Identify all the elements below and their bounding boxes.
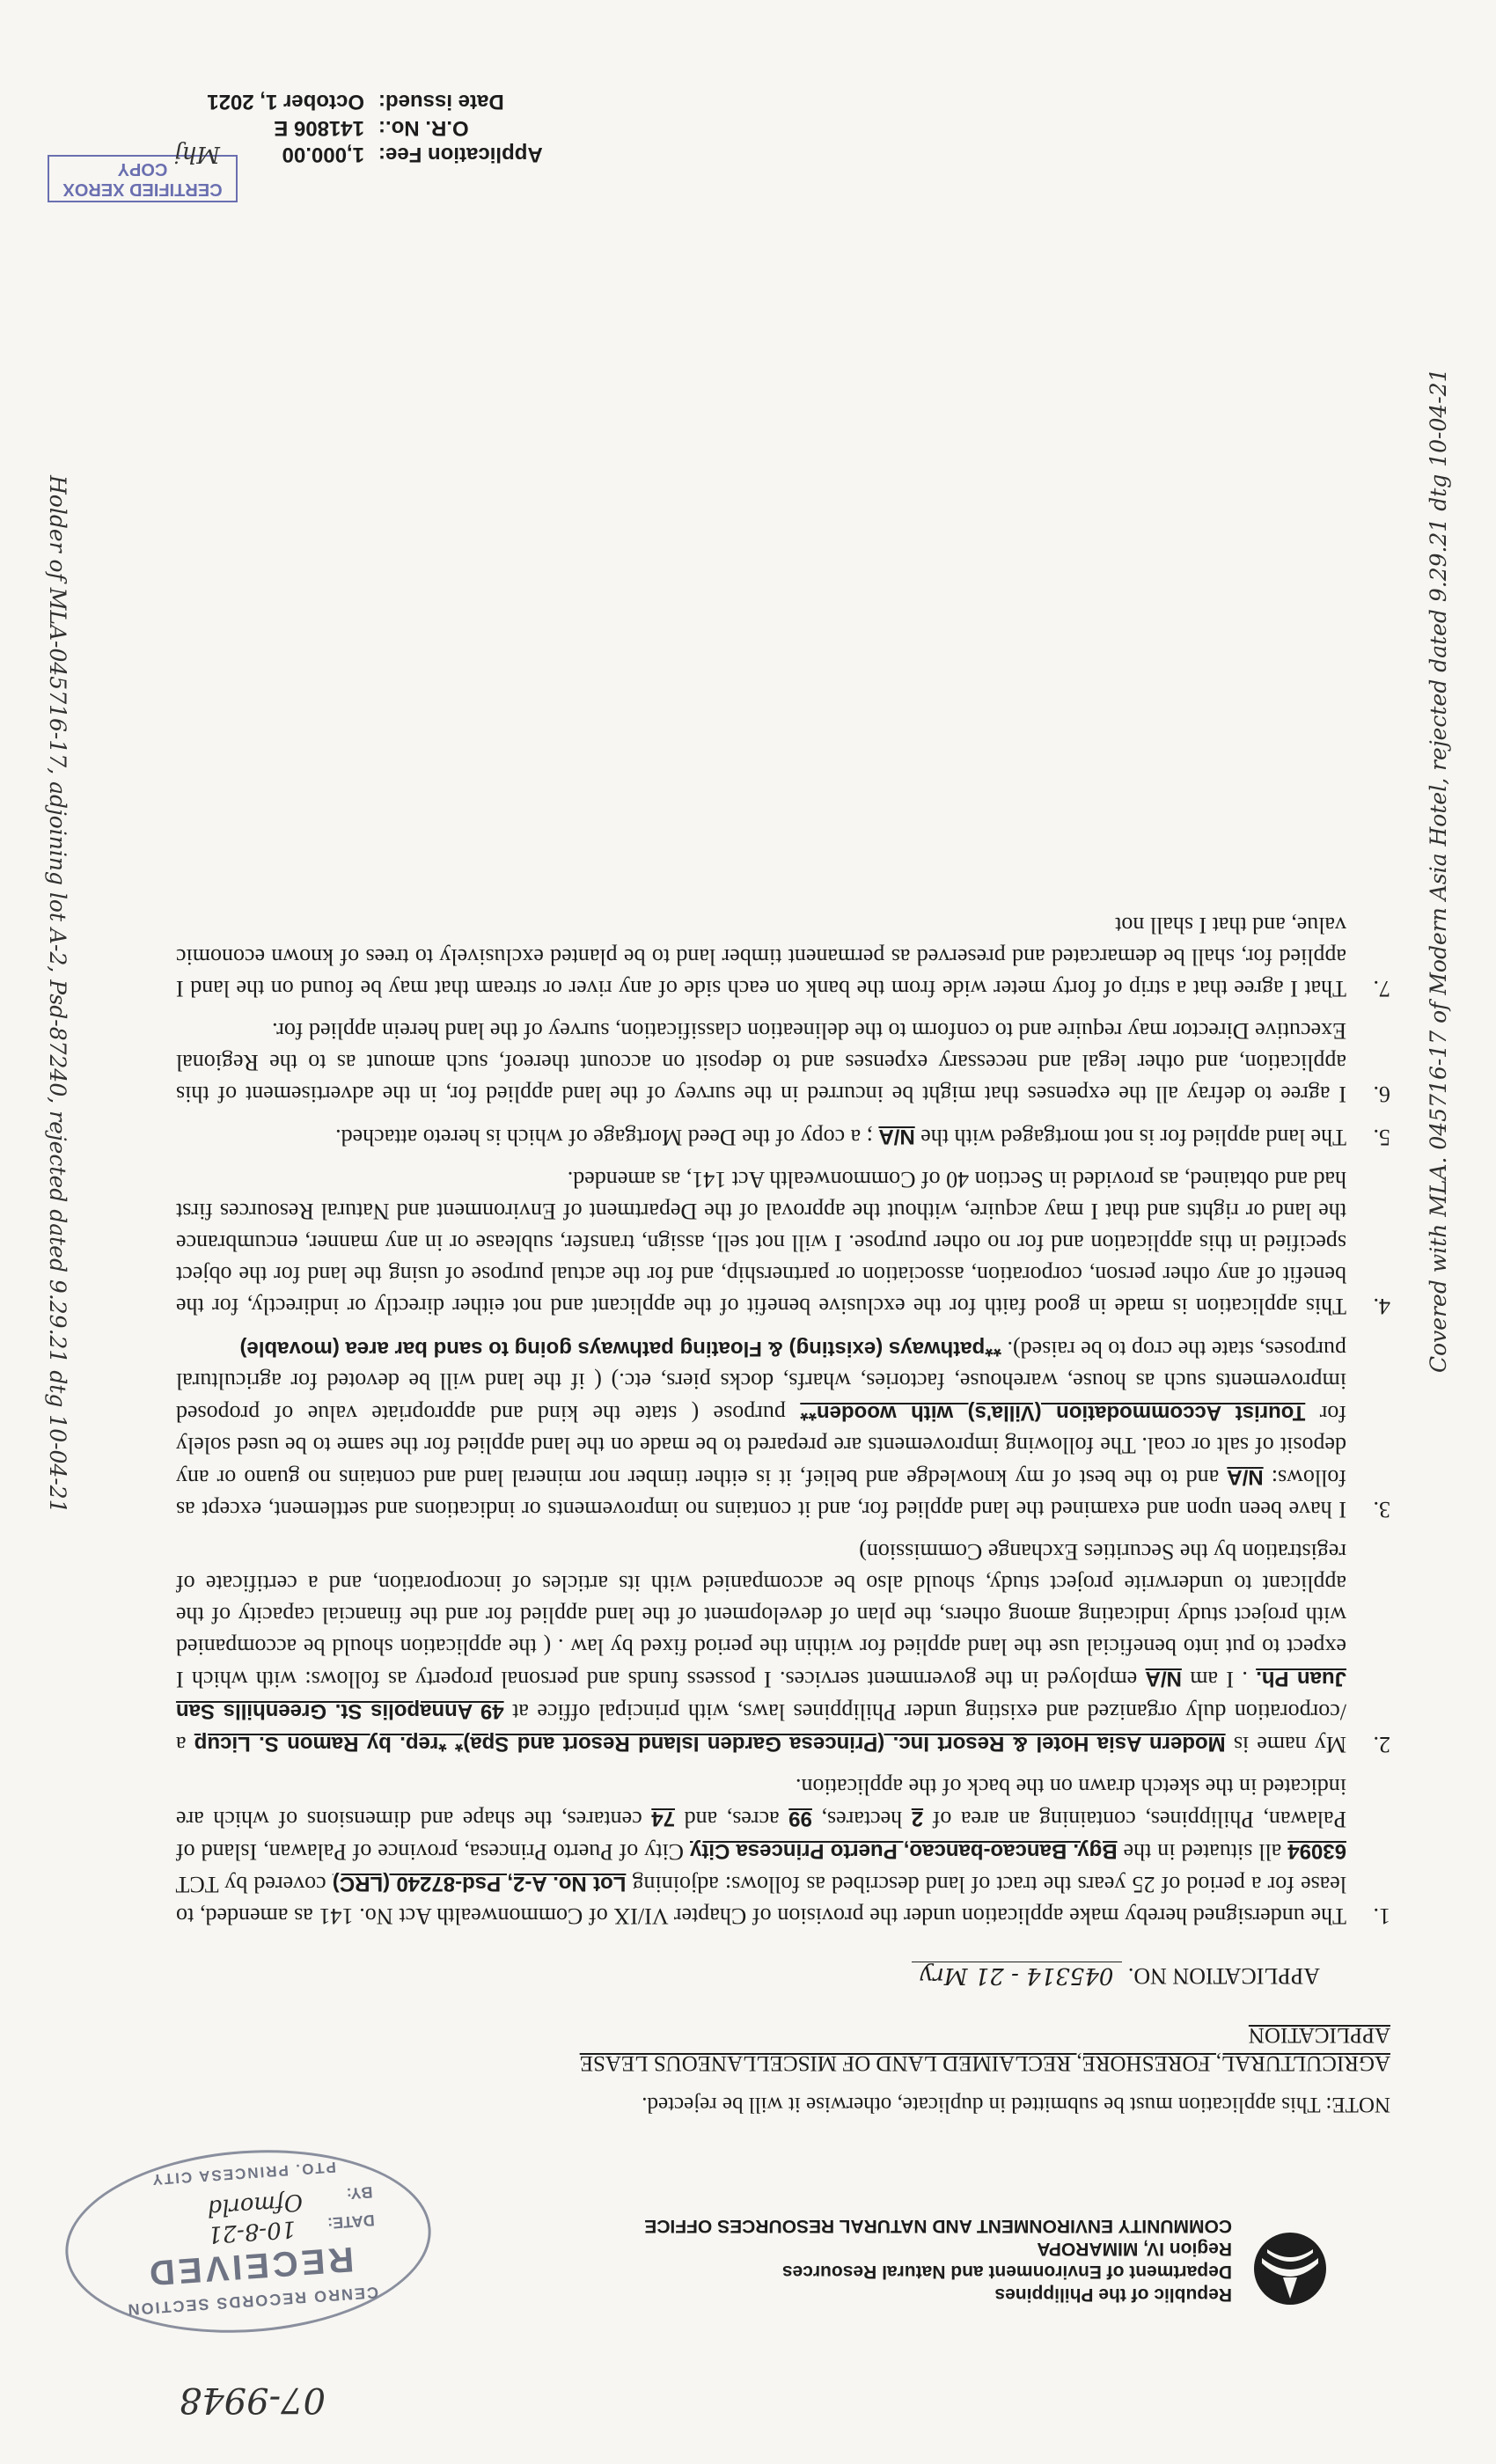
- handwritten-margin-note: Holder of MLA-045716-17, adjoining lot A-2, Psd-87240, rejected dated 9.29.21 dtg 10-04-21: [45, 475, 70, 1514]
- corner-handwritten-number: 07-9948: [179, 2380, 326, 2420]
- paragraph-5: [176, 1120, 1390, 1153]
- paragraph-number: 5.: [1373, 1125, 1390, 1150]
- header-republic: Republic of the Philippines: [994, 2284, 1232, 2305]
- para1-text: City of Puerto Princesa, province of Palawan, Island of Palawan, Philippines, containing an area of: [175, 1807, 1346, 1865]
- para3-text: purpose ( state the kind and appropriate value of proposed improvements such as house, warehouse, factories, wharfs, docks piers, etc.) ( if the land will be devoted for agricultural purposes, state the crop to be raised).: [175, 1337, 1346, 1426]
- paragraph-number: 6.: [1373, 1082, 1390, 1107]
- para4-text: This application is made in good faith for the exclusive benefit of the applicant and not either directly or indirectly, for the benefit of any other person, corporation, association or partnership, and for the actual purpose of using the land for the object specified in this application and for no other purpose. I will not sell, assign, transfer, sublease or in any manner, encumbrance the land or rights and that I may acquire, without the approval of the Department of Environment and Natural Resources first had and obtained, as provided in Section 40 of Commonwealth Act 141, as amended.: [176, 1167, 1346, 1319]
- certified-initial-signature: Mhj: [174, 141, 220, 167]
- header-department: Department of Environment and Natural Resources: [781, 2262, 1232, 2282]
- principal-office-field: 49 Annapolis St. Greenhills San Juan Ph.: [175, 1667, 1346, 1723]
- para2-text: . I am: [1190, 1667, 1248, 1692]
- paragraph-7: [176, 909, 1390, 1004]
- fee-label: Application Fee:: [378, 143, 543, 166]
- para2-text: a: [175, 1732, 187, 1757]
- paragraph-number: 2.: [1373, 1732, 1390, 1757]
- acres-field: 99: [788, 1807, 812, 1830]
- para6-text: I agree to defray all the expenses that might be incurred in the survey of the land applied for, in the advertisement of this application, and other legal and necessary expenses and to deposit on account thereof, such amount as to the Regional Executive Director may require and to conform to the delineation classification, survey of the land herein applied for.: [176, 1018, 1346, 1107]
- paragraph-6: [176, 1015, 1390, 1110]
- certified-xerox-stamp: CERTIFIED XEROX COPY: [48, 155, 238, 202]
- para1-text: centares, the shape and dimensions of which are indicated in the sketch drawn on the back of the application.: [175, 1774, 1346, 1832]
- hectares-field: 2: [911, 1807, 924, 1830]
- applicant-name-field: Modern Asia Hotel & Resort Inc. (Princesa Garden Island Resort and Spa)* *rep. by Ramon S. Licup: [194, 1732, 1226, 1756]
- application-body: [176, 898, 1390, 1932]
- tct-number-field: 63094: [1287, 1839, 1346, 1863]
- para2-text: . ( the application should be accompanied with project study indicating among others, the plan of development of the land applied for and the financial capacity of the applicant to underwrite project study, should also be accompanied with its articles of incorporation, and a certificate of registration by the Securities Exchange Commission): [175, 1539, 1346, 1660]
- received-stamp: [59, 2138, 436, 2345]
- para2-text: My name is: [1233, 1732, 1346, 1757]
- stamp-by-label: BY:: [346, 2183, 374, 2204]
- stamp-bottom-text: PTO. PRINCESA CITY: [150, 2158, 337, 2189]
- stamp-date-label: DATE:: [326, 2211, 376, 2233]
- header-region: Region IV, MIMAROPA: [1037, 2239, 1232, 2259]
- date-issued-label: Date issued:: [378, 90, 504, 114]
- para7-text: That I agree that a strip of forty meter wide from the bank on each side of any river or stream that may be found on the land I applied for, shall be demarcated and preserved as permanent timber land to be planted exclusively to trees of known economic value, and that I shall not: [176, 913, 1346, 1001]
- para3-text: I have been upon and examined the land applied for, and it contains no improvements or indications and settlement, except as follows:: [176, 1465, 1346, 1522]
- date-issued-value: October 1, 2021: [207, 90, 364, 114]
- barangay-field: Bgy. Bancao-bancao, Puerto Princesa City: [690, 1839, 1118, 1863]
- letterhead: [644, 2214, 1232, 2306]
- denr-logo-icon: [1251, 2230, 1329, 2307]
- stamp-top-text: CENRO RECORDS SECTION: [125, 2283, 379, 2319]
- paragraph-2: [176, 1536, 1390, 1760]
- centares-field: 74: [651, 1807, 675, 1830]
- para1-text: covered by TCT: [175, 1872, 326, 1897]
- improvements-field: N/A: [1227, 1465, 1264, 1489]
- purpose-field: Tourist Accommodation (Villa's) with wooden**: [800, 1401, 1306, 1425]
- handwritten-margin-note: Covered with MLA. 045716-17 of Modern Asia Hotel, rejected dated 9.29.21 dtg 10-04-21: [1426, 368, 1451, 1373]
- form-title: [580, 2020, 1390, 2077]
- header-office: COMMUNITY ENVIRONMENT AND NATURAL RESOURCES OFFICE: [644, 2216, 1232, 2236]
- mortgage-field: N/A: [878, 1125, 915, 1148]
- para1-text: all situated in the: [1123, 1839, 1282, 1865]
- stamp-date-value: 10-8-21: [207, 2215, 297, 2248]
- para1-text: acres, and: [684, 1807, 780, 1832]
- fee-value: 1,000.00: [282, 143, 364, 166]
- application-number: [912, 1962, 1320, 1989]
- para2-text: employed in the government services. I possess funds and personal property as follows: with which I expect to put into beneficial use the land applied for within the period fixed by law: [175, 1634, 1346, 1692]
- paragraph-number: 3.: [1373, 1497, 1390, 1522]
- paragraph-1: [176, 1771, 1390, 1932]
- application-fee-block: [207, 88, 572, 167]
- adjoining-lot-field: Lot No. A-2, Psd-87240 (LRC): [332, 1872, 627, 1896]
- or-number-label: O.R. No.:: [378, 116, 469, 140]
- pathways-field: **pathways (existing) & Floating pathways going to sand bar area (movable): [239, 1337, 1001, 1360]
- submission-note: NOTE: This application must be submitted in duplicate, otherwise it will be rejected.: [642, 2093, 1390, 2116]
- or-number-value: 141806 E: [274, 116, 364, 140]
- form-title-line2: APPLICATION: [1248, 2023, 1390, 2047]
- employment-field: N/A: [1145, 1667, 1182, 1690]
- paragraph-4: [176, 1163, 1390, 1322]
- para3-text: and to the best of my knowledge and belief, it is either timber nor mineral land and contains no guano or any deposit of salt or coal. The following improvements are prepared to be made on the land applied for the same to be used solely for: [175, 1401, 1346, 1491]
- paragraph-number: 1.: [1373, 1903, 1390, 1929]
- para5-text: The land applied for is not mortgaged with the: [920, 1125, 1346, 1150]
- para2-text: /corporation duly organized and existing under Philippines laws, with principal office at: [512, 1699, 1346, 1725]
- application-number-label: APPLICATION NO.: [1127, 1963, 1320, 1989]
- stamp-received-text: RECEIVED: [144, 2239, 356, 2293]
- para5-text: ; a copy of the Deed Mortgage of which is hereto attached.: [335, 1125, 873, 1150]
- para1-text: hectares,: [821, 1807, 903, 1832]
- paragraph-3: [176, 1332, 1390, 1525]
- paragraph-number: 7.: [1373, 976, 1390, 1001]
- para1-text: The undersigned hereby make application under the provision of Chapter VI/IX of Commonwealth Act No. 141 as amended, to lease for a period of 25 years the tract of land described as follows: adjoining: [176, 1872, 1346, 1929]
- paragraph-number: 4.: [1373, 1294, 1390, 1319]
- application-number-value: 045314 - 21 Mry: [912, 1962, 1123, 1989]
- stamp-by-signature: Ofmorld: [206, 2188, 304, 2222]
- form-title-line1: AGRICULTURAL, FORESHORE, RECLAIMED LAND OF MISCELLANEOUS LEASE: [579, 2051, 1390, 2075]
